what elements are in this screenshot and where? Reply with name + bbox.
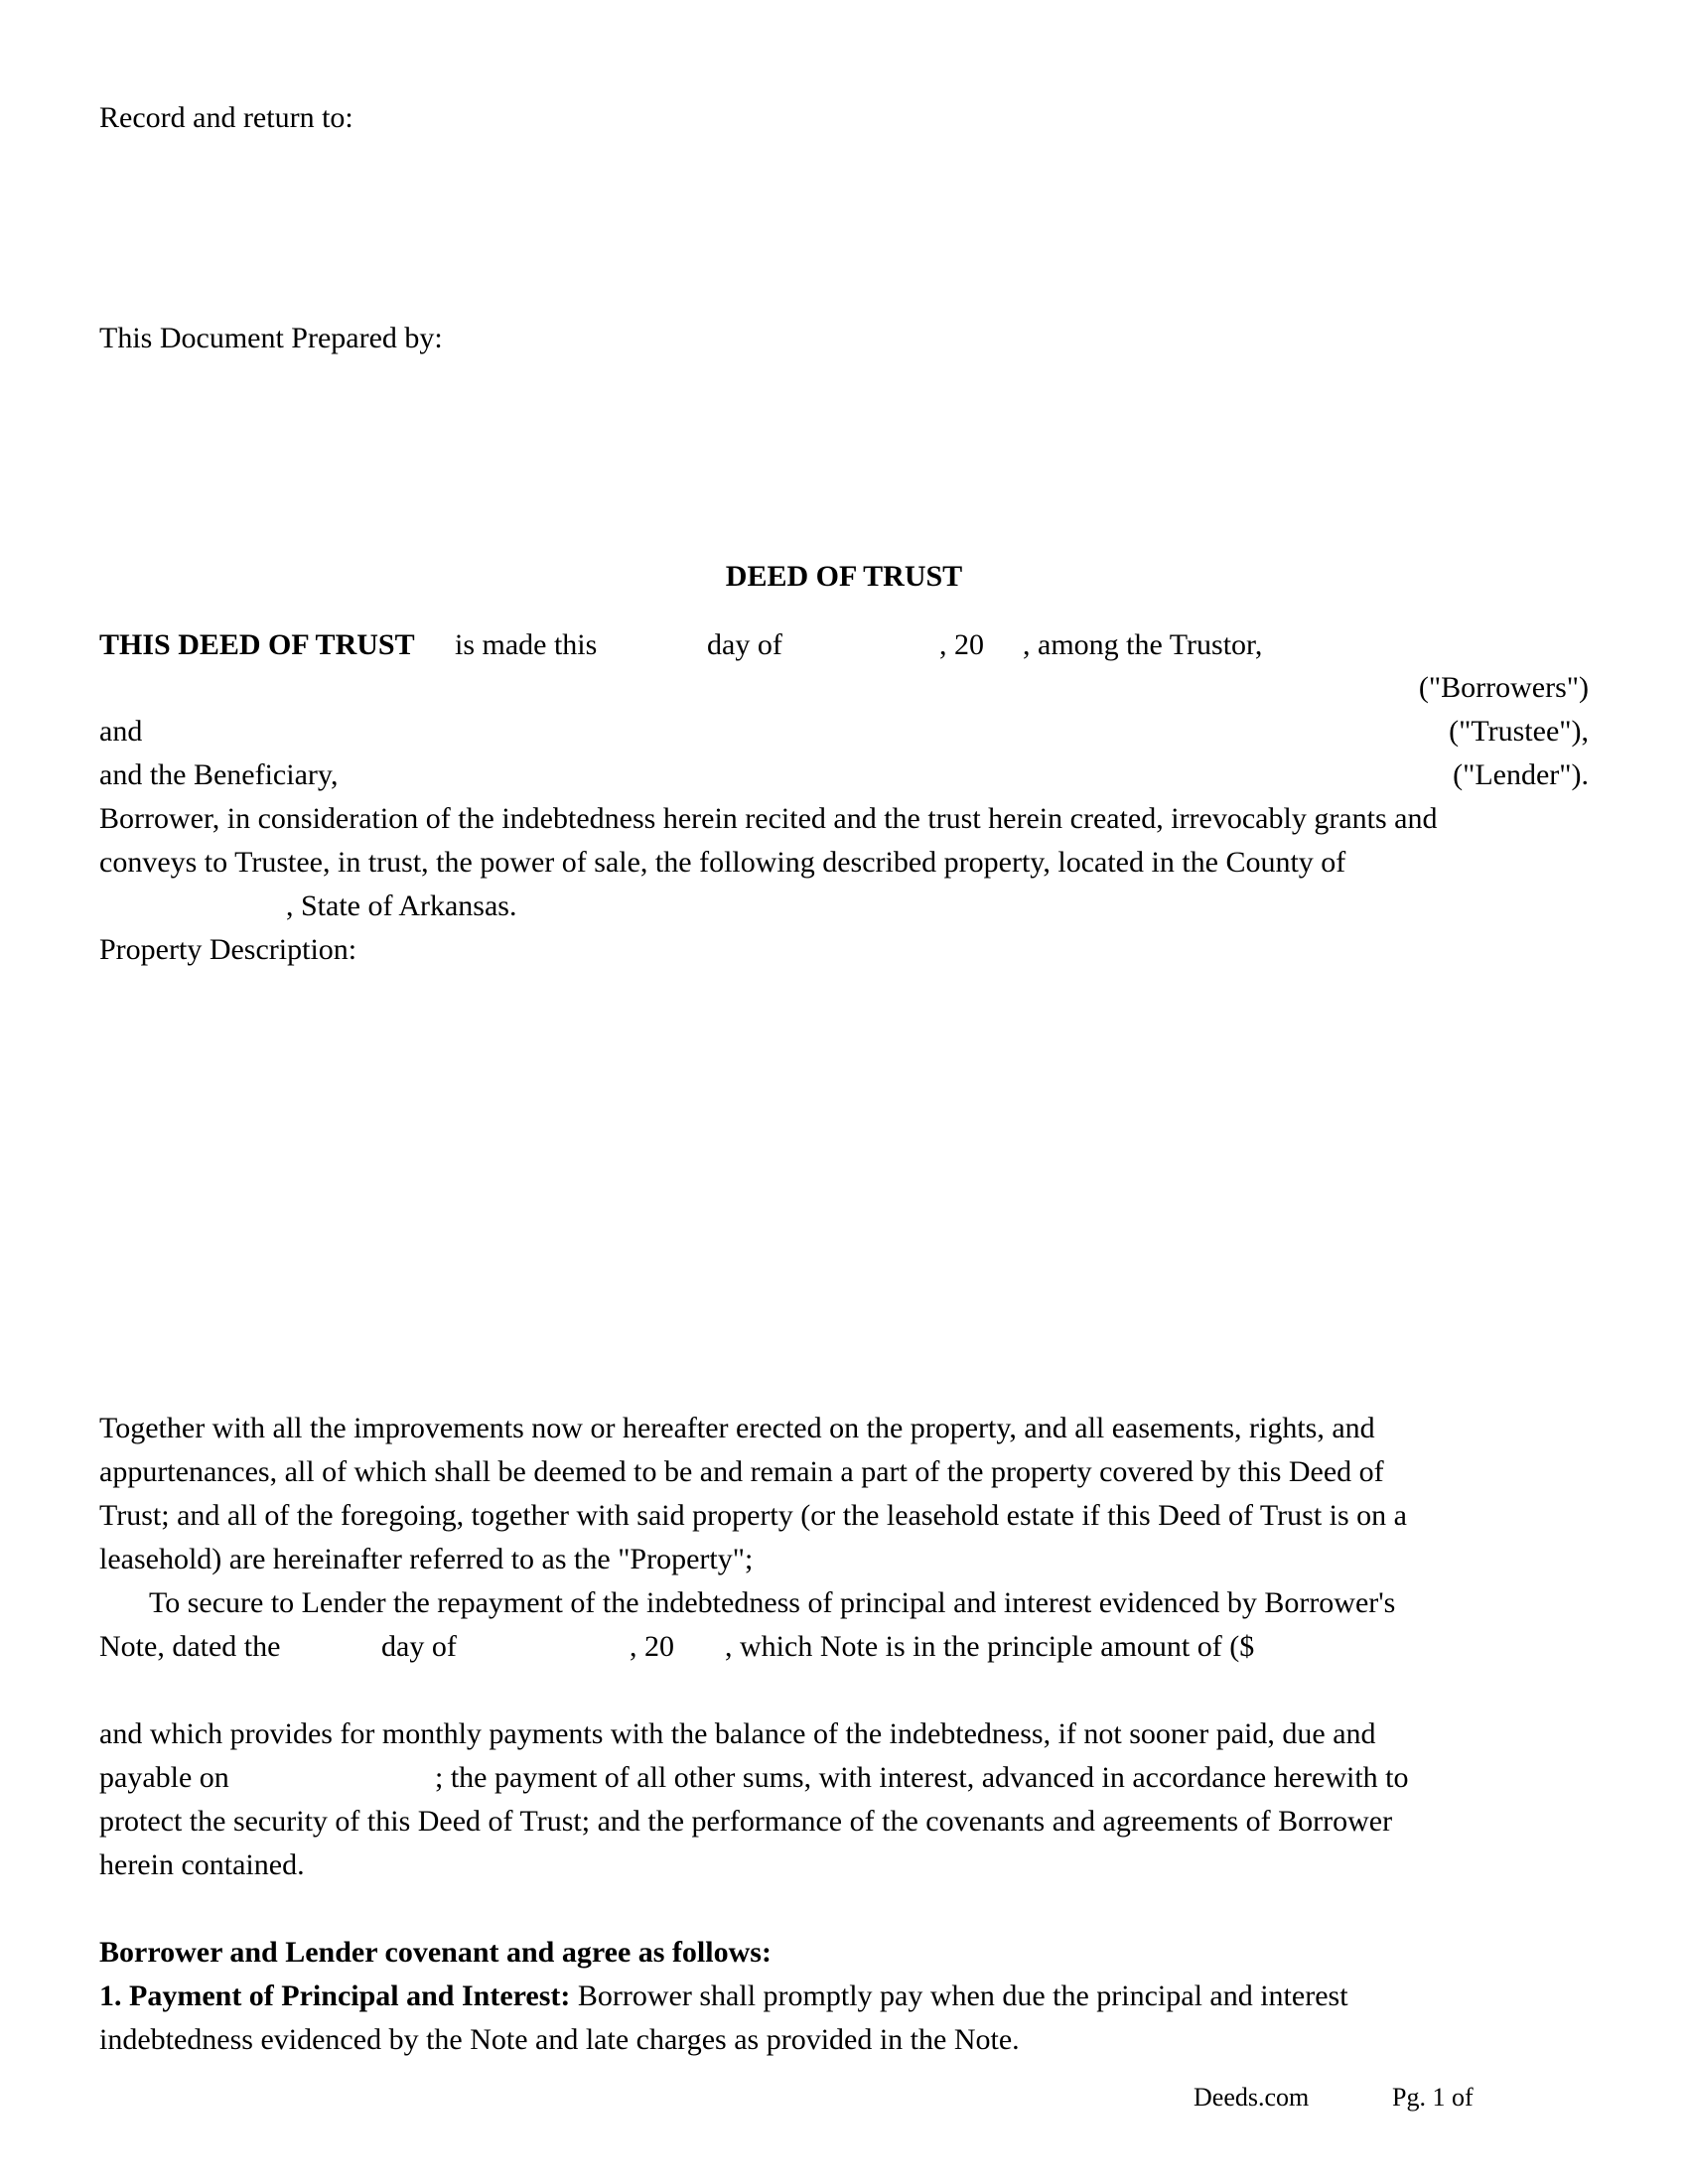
intro-among: , among the Trustor, [1023,628,1263,661]
secure-day-of: day of [381,1630,457,1663]
covenant-item-1 [99,1981,1348,2011]
secure-principle: , which Note is in the principle amount of ($ [725,1630,1255,1663]
together-line-1: Together with all the improvements now or hereafter erected on the property, and all easements, rights, and [99,1412,1375,1444]
intro-made-this: is made this [455,628,598,661]
monthly-payable-on: payable on [99,1761,229,1794]
grant-line-1: Borrower, in consideration of the indebtedness herein recited and the trust herein created, irrevocably grants and [99,802,1438,835]
monthly-line-1: and which provides for monthly payments with the balance of the indebtedness, if not sooner paid, due and [99,1717,1376,1750]
secure-year-prefix: , 20 [630,1630,674,1663]
together-line-4: leasehold) are hereinafter referred to as the "Property"; [99,1543,754,1575]
covenants-heading: Borrower and Lender covenant and agree as follows: [99,1936,772,1969]
monthly-line-3: protect the security of this Deed of Trust; and the performance of the covenants and agreements of Borrower [99,1805,1393,1838]
trustee-label: ("Trustee"), [1449,715,1589,748]
secure-note-dated: Note, dated the [99,1630,281,1663]
monthly-line-2: ; the payment of all other sums, with interest, advanced in accordance herewith to [435,1761,1409,1794]
grant-line-2: conveys to Trustee, in trust, the power of sale, the following described property, located in the County of [99,846,1346,879]
state-label: , State of Arkansas. [286,889,517,922]
covenant-item-1-text: Borrower shall promptly pay when due the principal and interest [577,1979,1348,2012]
footer-page-number: Pg. 1 of [1392,2083,1474,2112]
intro-day-of: day of [707,628,782,661]
intro-year-prefix: , 20 [939,628,984,661]
record-return-label: Record and return to: [99,101,353,134]
borrowers-label: ("Borrowers") [1418,671,1589,704]
together-line-3: Trust; and all of the foregoing, together with said property (or the leasehold estate if this Deed of Trust is on a [99,1499,1407,1532]
document-title: DEED OF TRUST [725,560,963,593]
covenant-item-1-line-2: indebtedness evidenced by the Note and late charges as provided in the Note. [99,2023,1020,2056]
covenant-item-1-title: 1. Payment of Principal and Interest: [99,1979,571,2012]
lender-label: ("Lender"). [1453,758,1589,791]
footer-site: Deeds.com [1194,2083,1310,2112]
monthly-line-4: herein contained. [99,1848,305,1881]
secure-line-1: To secure to Lender the repayment of the indebtedness of principal and interest evidenced by Borrower's [149,1586,1396,1619]
together-line-2: appurtenances, all of which shall be deemed to be and remain a part of the property covered by this Deed of [99,1455,1384,1488]
and-label: and [99,715,143,748]
prepared-by-label: This Document Prepared by: [99,322,443,354]
property-description-label: Property Description: [99,933,357,966]
intro-lead: THIS DEED OF TRUST [99,628,415,661]
beneficiary-label: and the Beneficiary, [99,758,339,791]
